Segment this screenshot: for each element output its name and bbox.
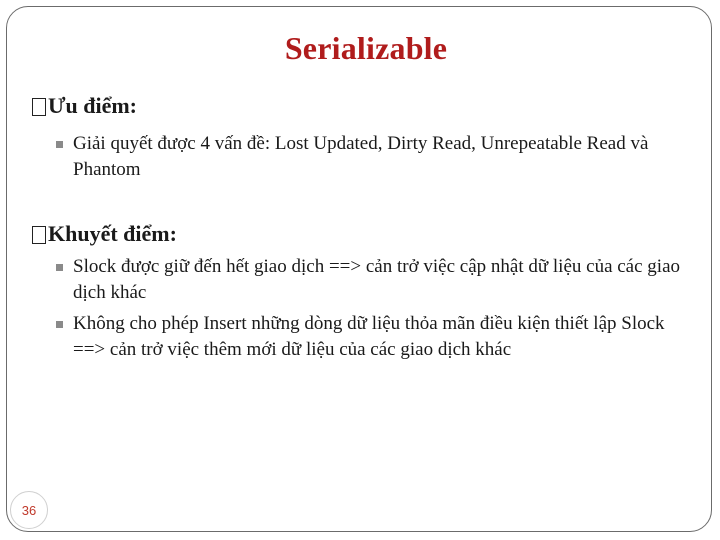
list-item-text: Không cho phép Insert những dòng dữ liệu thỏa mãn điều kiện thiết lập Slock ==> cản trở việc thêm mới dữ liệu của các giao dịch khác — [73, 313, 665, 360]
list-item — [56, 254, 696, 306]
list-item — [56, 311, 696, 363]
square-bullet-icon — [56, 141, 63, 148]
slide-title: Serializable — [284, 30, 448, 66]
list-item — [56, 131, 696, 183]
section-heading-pros-label: Ưu điểm: — [48, 93, 138, 118]
list-item-text: Giải quyết được 4 vấn đề: Lost Updated, Dirty Read, Unrepeatable Read và Phantom — [73, 133, 649, 180]
section-heading-pros — [32, 93, 137, 119]
square-bullet-icon — [56, 264, 63, 271]
list-item-text: Slock được giữ đến hết giao dịch ==> cản trở việc cập nhật dữ liệu của các giao dịch khác — [73, 256, 681, 303]
section-heading-cons-label: Khuyết điểm: — [48, 221, 177, 246]
page-number-badge: 36 — [10, 491, 48, 529]
bullet-marker-icon — [32, 98, 46, 116]
square-bullet-icon — [56, 321, 63, 328]
bullet-marker-icon — [32, 226, 46, 244]
section-heading-cons — [32, 221, 177, 247]
